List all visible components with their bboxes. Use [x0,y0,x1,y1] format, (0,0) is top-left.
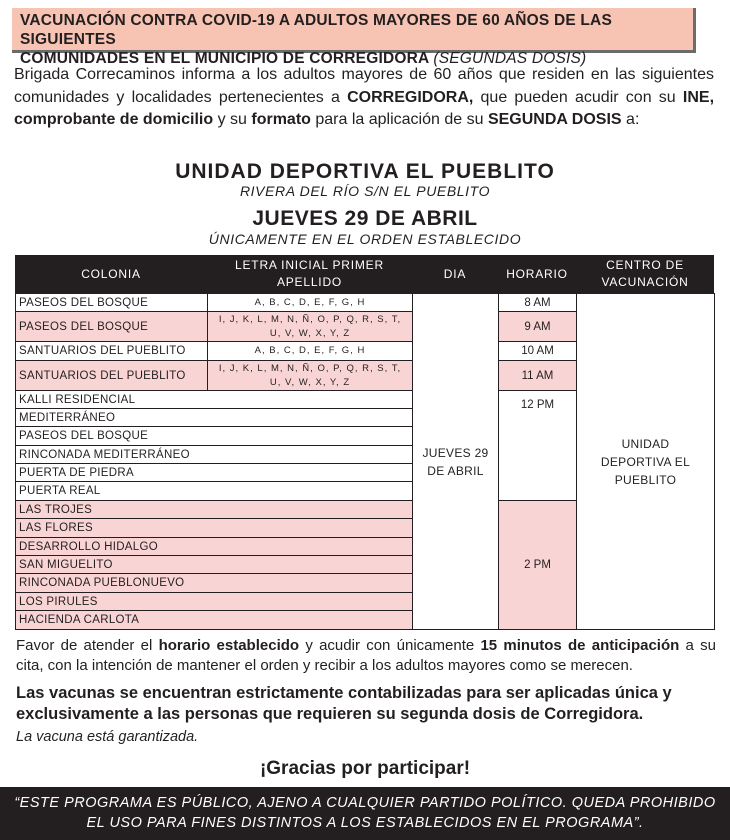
letters-cell: I, J, K, L, M, N, Ñ, O, P, Q, R, S, T, U, V, W, X, Y, Z [207,311,413,342]
colonia-cell: PASEOS DEL BOSQUE [15,311,208,342]
colonia-cell: SANTUARIOS DEL PUEBLITO [15,360,208,391]
title-banner [12,8,696,67]
guarantee-note: La vacuna está garantizada. [16,729,199,745]
letters-cell: I, J, K, L, M, N, Ñ, O, P, Q, R, S, T, U, V, W, X, Y, Z [207,360,413,391]
intro-text-2: que pueden acudir con su [473,88,683,106]
intro-text-4: para la aplicación de su [310,111,488,128]
colonia-cell: LAS TROJES [15,500,413,519]
intro-bold-3: formato [251,111,311,128]
intro-paragraph [14,64,714,132]
banner-line-2-italic: (SEGUNDAS DOSIS) [433,50,587,67]
colonia-cell: PUERTA REAL [15,481,413,501]
colonia-cell: LOS PIRULES [15,592,413,611]
intro-text-3: y su [213,111,252,128]
header-dia: DIA [412,255,498,293]
colonia-cell: PASEOS DEL BOSQUE [15,293,208,312]
header-colonia: COLONIA [15,255,207,293]
header-horario: HORARIO [498,255,576,293]
colonia-cell: SAN MIGUELITO [15,555,413,574]
colonia-cell: HACIENDA CARLOTA [15,610,413,630]
banner-line-2-text: COMUNIDADES EN EL MUNICIPIO DE CORREGIDORA [20,50,429,67]
intro-bold-1: CORREGIDORA, [347,88,474,106]
banner-line-1: VACUNACIÓN CONTRA COVID-19 A ADULTOS MAYORES DE 60 AÑOS DE LAS SIGUIENTES [20,12,612,48]
letters-cell: A, B, C, D, E, F, G, H [207,293,413,312]
strict-notice: Las vacunas se encuentran estrictamente contabilizadas para ser aplicadas única y exclusivamente a las personas que requieren su segunda dosis de Corregidora. [16,684,672,723]
colonia-cell: SANTUARIOS DEL PUEBLITO [15,341,208,361]
intro-bold-2: INE, comprobante de domicilio [14,88,715,128]
venue-address: RIVERA DEL RÍO S/N EL PUEBLITO [239,183,491,199]
horario-cell: 8 AM [498,293,577,312]
notice-text-1: Favor de atender el [16,637,159,654]
horario-cell: 10 AM [498,341,577,361]
header-centro: CENTRO DE VACUNACIÓN [576,255,714,293]
colonia-cell: RINCONADA MEDITERRÁNEO [15,445,413,464]
centro-cell: UNIDAD DEPORTIVA EL PUEBLITO [576,293,715,630]
notice-bold-2: 15 minutos de anticipación [480,637,680,654]
order-note: ÚNICAMENTE EN EL ORDEN ESTABLECIDO [208,231,522,247]
letters-cell: A, B, C, D, E, F, G, H [207,341,413,361]
dia-cell: JUEVES 29 DE ABRIL [412,293,499,630]
notice-bold-1: horario establecido [158,637,300,654]
notice-text-2: y acudir con únicamente [299,637,481,654]
colonia-cell: PASEOS DEL BOSQUE [15,426,413,446]
colonia-cell: RINCONADA PUEBLONUEVO [15,573,413,593]
thanks-message: ¡Gracias por participar! [259,758,471,779]
horario-cell: 9 AM [498,311,577,342]
horario-cell: 11 AM [498,360,577,391]
horario-cell: 12 PM [498,390,577,501]
notice-paragraph [16,636,716,676]
colonia-cell: PUERTA DE PIEDRA [15,463,413,482]
colonia-cell: KALLI RESIDENCIAL [15,390,413,409]
schedule-table [15,255,714,632]
date-title: JUEVES 29 DE ABRIL [252,207,478,230]
footer-line-1: “ESTE PROGRAMA ES PÚBLICO, AJENO A CUALQUIER PARTIDO POLÍTICO. QUEDA PROHIBIDO [14,795,716,811]
venue-name: UNIDAD DEPORTIVA EL PUEBLITO [175,160,555,183]
intro-bold-4: SEGUNDA DOSIS [487,111,622,128]
colonia-cell: LAS FLORES [15,518,413,538]
intro-text-1: Brigada Correcaminos informa a los adultos mayores de 60 años que residen en las siguientes comunidades y localidades pertenecientes a [14,66,714,106]
footer-line-2: EL USO PARA FINES DISTINTOS A LOS ESTABLECIDOS EN EL PROGRAMA”. [86,815,644,831]
colonia-cell: DESARROLLO HIDALGO [15,537,413,556]
horario-cell: 2 PM [498,500,577,630]
colonia-cell: MEDITERRÁNEO [15,408,413,427]
notice-text-3: a su cita, con la intención de mantener el orden y recibir a los adultos mayores como se merecen. [16,637,716,674]
footer-disclaimer [0,787,730,840]
header-letra: LETRA INICIAL PRIMER APELLIDO [207,255,412,293]
intro-text-5: a: [621,111,640,128]
